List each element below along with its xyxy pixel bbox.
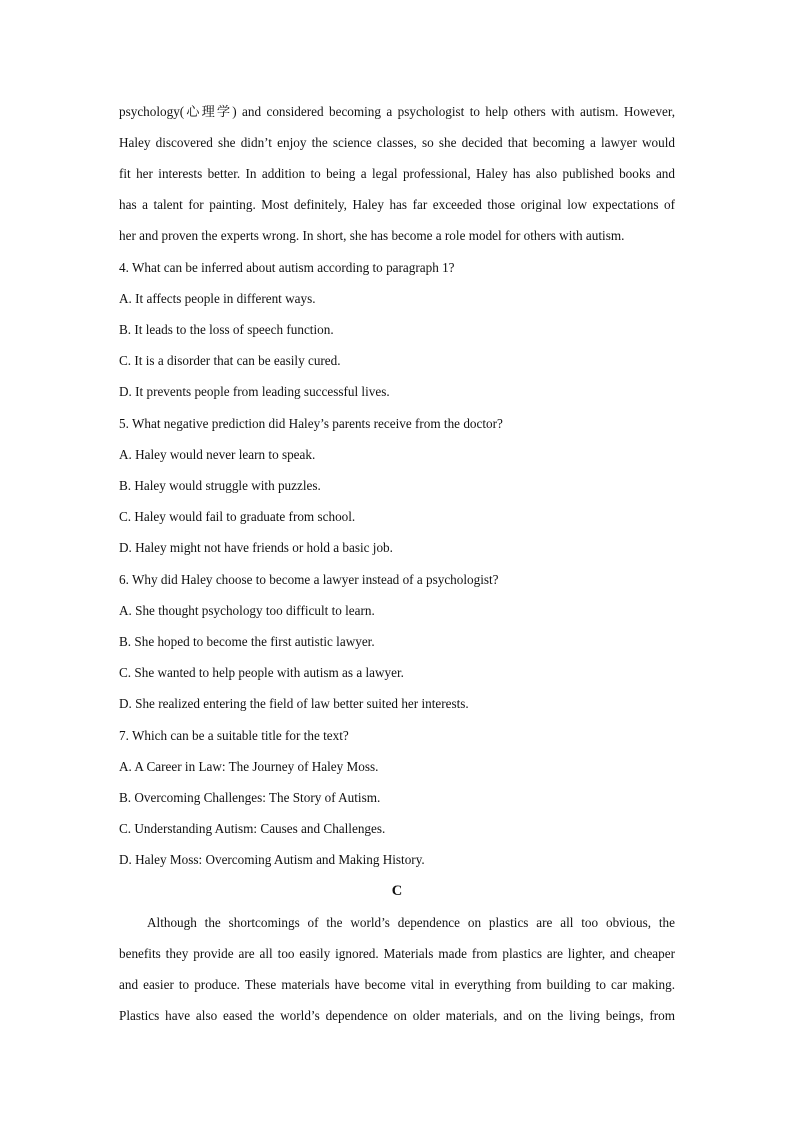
question-6-stem: 6. Why did Haley choose to become a lawyer instead of a psychologist? [119,572,499,587]
passage-c-line: Although the shortcomings of the world’s dependence on plastics are all too obvious, the [147,915,675,930]
passage-b-line: psychology(心理学) and considered becoming a psychologist to help others with autism. However, [119,104,675,119]
question-7-option-b: B. Overcoming Challenges: The Story of Autism. [119,790,381,805]
question-5-option-b: B. Haley would struggle with puzzles. [119,478,321,493]
question-7-option-d: D. Haley Moss: Overcoming Autism and Making History. [119,852,425,867]
question-5-stem: 5. What negative prediction did Haley’s parents receive from the doctor? [119,416,503,431]
question-6-option-b: B. She hoped to become the first autistic lawyer. [119,634,375,649]
question-5-option-a: A. Haley would never learn to speak. [119,447,316,462]
question-7-option-c: C. Understanding Autism: Causes and Challenges. [119,821,386,836]
question-4-stem: 4. What can be inferred about autism according to paragraph 1? [119,260,455,275]
question-6-option-d: D. She realized entering the field of law better suited her interests. [119,696,469,711]
question-6-option-a: A. She thought psychology too difficult to learn. [119,603,375,618]
passage-c-line: benefits they provide are all too easily ignored. Materials made from plastics are lighter, and cheaper [119,946,675,961]
question-6-option-c: C. She wanted to help people with autism as a lawyer. [119,665,404,680]
question-7-option-a: A. A Career in Law: The Journey of Haley Moss. [119,759,379,774]
passage-b-line: has a talent for painting. Most definitely, Haley has far exceeded those original low expectations of [119,197,675,212]
question-4-option-b: B. It leads to the loss of speech function. [119,322,334,337]
passage-b-line: Haley discovered she didn’t enjoy the science classes, so she decided that becoming a lawyer would [119,135,675,150]
question-4-option-d: D. It prevents people from leading successful lives. [119,384,390,399]
passage-c-line: Plastics have also eased the world’s dependence on older materials, and on the living beings, from [119,1008,675,1023]
passage-c-heading: C [391,883,403,899]
question-5-option-c: C. Haley would fail to graduate from school. [119,509,356,524]
question-5-option-d: D. Haley might not have friends or hold a basic job. [119,540,393,555]
passage-c-line: and easier to produce. These materials have become vital in everything from building to car making. [119,977,675,992]
question-7-stem: 7. Which can be a suitable title for the text? [119,728,349,743]
passage-b-line: fit her interests better. In addition to being a legal professional, Haley has also published books and [119,166,675,181]
question-4-option-c: C. It is a disorder that can be easily cured. [119,353,341,368]
question-4-option-a: A. It affects people in different ways. [119,291,316,306]
passage-b-line: her and proven the experts wrong. In short, she has become a role model for others with autism. [119,228,625,243]
